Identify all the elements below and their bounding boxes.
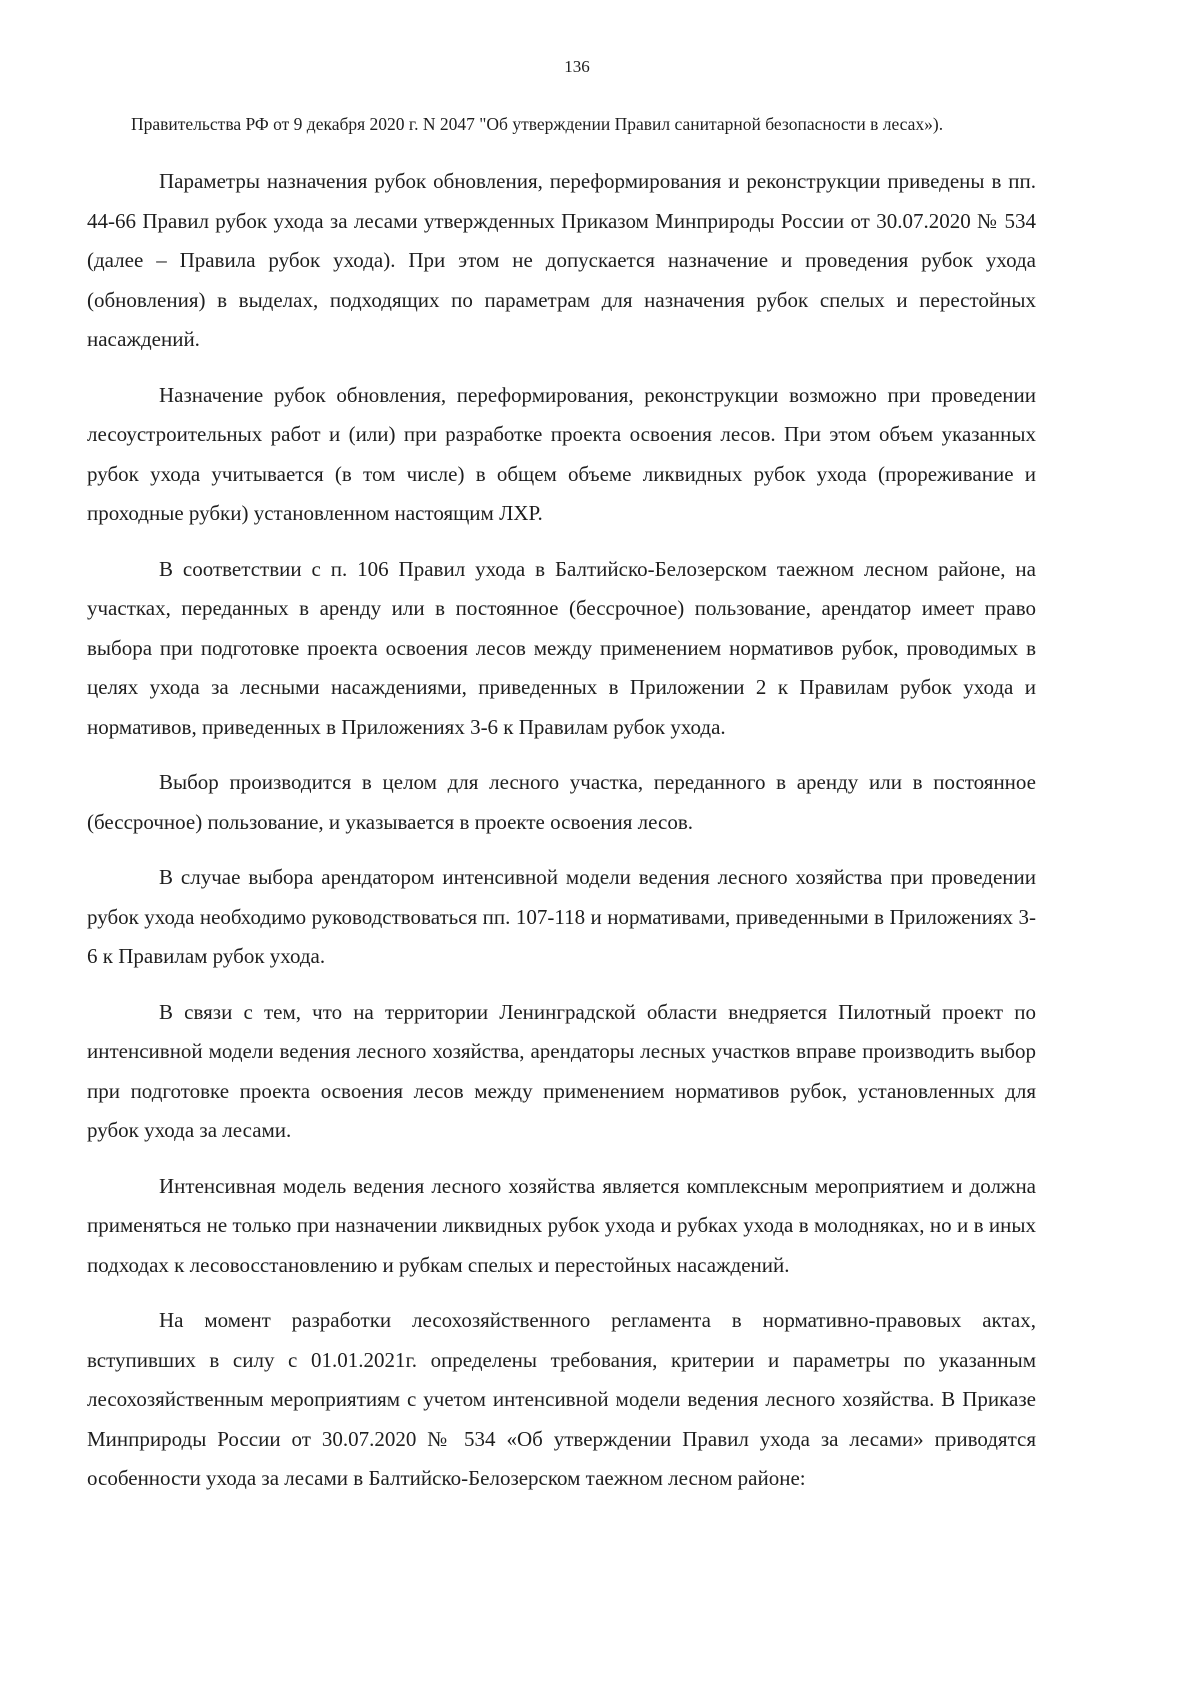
paragraph-3: В соответствии с п. 106 Правил ухода в Балтийско-Белозерском таежном лесном районе, на участках, переданных в аренду или в постоянное (бессрочное) пользование, арендатор имеет право выбора при подготовке проекта освоения лесов между применением нормативов рубок, проводимых в целях ухода за лесными насаждениями, приведенных в Приложении 2 к Правилам рубок ухода и нормативов, приведенных в Приложениях 3-6 к Правилам рубок ухода. (87, 556, 1036, 739)
footnote-text: Правительства РФ от 9 декабря 2020 г. N 2047 "Об утверждении Правил санитарной безопасности в лесах»). (131, 114, 944, 134)
paragraph-5: В случае выбора арендатором интенсивной модели ведения лесного хозяйства при проведении рубок ухода необходимо руководствоваться пп. 107-118 и нормативами, приведенными в Приложениях 3-6 к Правилам рубок ухода. (87, 865, 1036, 968)
paragraph-1: Параметры назначения рубок обновления, переформирования и реконструкции приведены в пп. 44-66 Правил рубок ухода за лесами утвержденных Приказом Минприроды России от 30.07.2020 № 534 (далее – Правила рубок ухода). При этом не допускается назначение и проведения рубок ухода (обновления) в выделах, подходящих по параметрам для назначения рубок спелых и перестойных насаждений. (87, 169, 1036, 351)
paragraph-2: Назначение рубок обновления, переформирования, реконструкции возможно при проведении лесоустроительных работ и (или) при разработке проекта освоения лесов. При этом объем указанных рубок ухода учитывается (в том числе) в общем объеме ликвидных рубок ухода (прореживание и проходные рубки) установленном настоящим ЛХР. (87, 382, 1036, 525)
paragraph-8: На момент разработки лесохозяйственного регламента в нормативно-правовых актах, вступивших в силу с 01.01.2021г. определены требования, критерии и параметры по указанным лесохозяйственным мероприятиям с учетом интенсивной модели ведения лесного хозяйства. В Приказе Минприроды России от 30.07.2020 № 534 «Об утверждении Правил ухода за лесами» приводятся особенности ухода за лесами в Балтийско-Белозерском таежном лесном районе: (87, 1308, 1036, 1490)
paragraph-4: Выбор производится в целом для лесного участка, переданного в аренду или в постоянное (бессрочное) пользование, и указывается в проекте освоения лесов. (87, 770, 1036, 834)
body-text (87, 162, 1036, 1499)
paragraph-7: Интенсивная модель ведения лесного хозяйства является комплексным мероприятием и должна применяться не только при назначении ликвидных рубок ухода и рубках ухода в молодняках, но и в иных подходах к лесовосстановлению и рубкам спелых и перестойных насаждений. (87, 1173, 1036, 1277)
paragraph-6: В связи с тем, что на территории Ленинградской области внедряется Пилотный проект по интенсивной модели ведения лесного хозяйства, арендаторы лесных участков вправе производить выбор при подготовке проекта освоения лесов между применением нормативов рубок, установленных для рубок ухода за лесами. (87, 999, 1036, 1142)
page-number: 136 (564, 57, 590, 76)
